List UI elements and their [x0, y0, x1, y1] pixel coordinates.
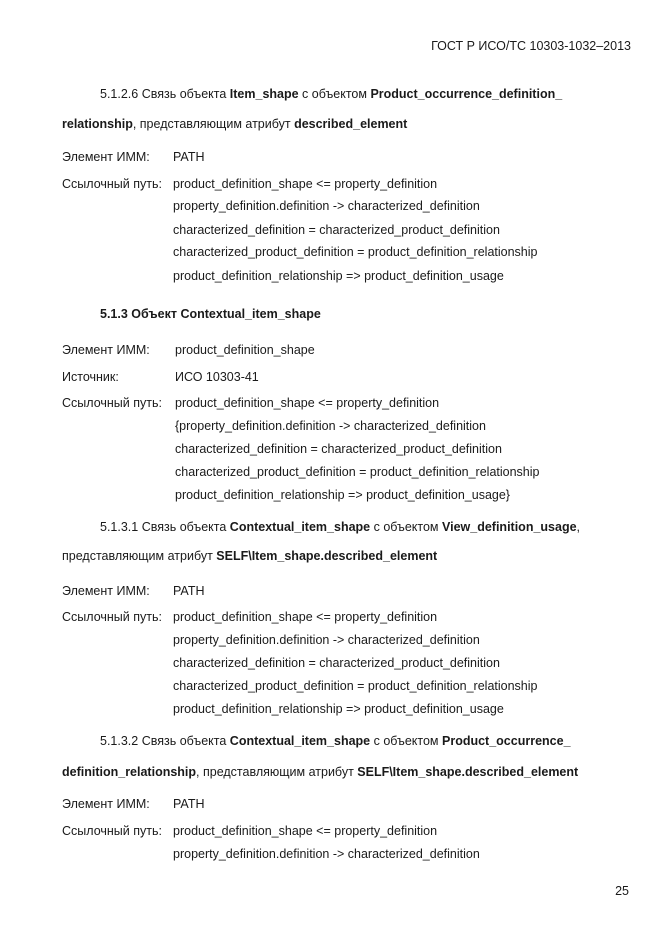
elem-value: product_definition_shape [175, 343, 315, 357]
ref-line: product_definition_relationship => product_definition_usage [173, 269, 504, 283]
elem-value: PATH [173, 797, 205, 811]
ref-line: product_definition_shape <= property_definition [173, 824, 438, 838]
section-title-5-1-3-2 [100, 733, 571, 749]
text: 5.1.3.1 Связь объекта [100, 520, 230, 534]
section-heading-5-1-3: 5.1.3 Объект Contextual_item_shape [100, 307, 321, 321]
ref-line: characterized_product_definition = product_definition_relationship [173, 679, 538, 693]
entity-name: definition_relationship [62, 765, 197, 779]
ref-label: Ссылочный путь: [62, 177, 162, 191]
text: с объектом [298, 87, 371, 101]
ref-line: property_definition.definition -> characterized_definition [173, 633, 480, 647]
section-title-5-1-3-2-cont [62, 764, 578, 780]
text: , представляющим атрибут [196, 765, 358, 779]
ref-line: characterized_definition = characterized_product_definition [173, 656, 500, 670]
ref-line: property_definition.definition -> characterized_definition [173, 847, 480, 861]
ref-label: Ссылочный путь: [62, 396, 162, 410]
ref-line: characterized_definition = characterized_product_definition [175, 442, 502, 456]
entity-name: Item_shape [229, 87, 299, 101]
ref-line: product_definition_shape <= property_definition [173, 610, 438, 624]
entity-name: relationship [62, 117, 133, 131]
page-number: 25 [615, 884, 629, 898]
elem-label: Элемент ИММ: [62, 150, 150, 164]
attribute-name: SELF\Item_shape.described_element [357, 765, 579, 779]
elem-value: PATH [173, 584, 205, 598]
ref-line: characterized_definition = characterized_product_definition [173, 223, 500, 237]
ref-line: product_definition_shape <= property_definition [175, 396, 440, 410]
text: представляющим атрибут [62, 549, 217, 563]
attribute-name: SELF\Item_shape.described_element [216, 549, 438, 563]
entity-name: Contextual_item_shape [229, 520, 371, 534]
entity-name: Product_occurrence_definition_ [370, 87, 563, 101]
text: с объектом [370, 520, 442, 534]
text: , [576, 520, 581, 534]
ref-line: property_definition.definition -> characterized_definition [173, 199, 480, 213]
text: с объектом [370, 734, 442, 748]
elem-label: Элемент ИММ: [62, 584, 150, 598]
ref-line: characterized_product_definition = product_definition_relationship [175, 465, 540, 479]
text: , представляющим атрибут [132, 117, 295, 131]
ref-line: product_definition_relationship => product_definition_usage [173, 702, 504, 716]
ref-line: product_definition_relationship => product_definition_usage} [175, 488, 510, 502]
text: 5.1.2.6 Связь объекта [100, 87, 230, 101]
attribute-name: described_element [294, 117, 408, 131]
ref-line: characterized_product_definition = product_definition_relationship [173, 245, 538, 259]
section-title-5-1-2-6-cont [62, 116, 407, 132]
entity-name: View_definition_usage [442, 520, 577, 534]
entity-name: Contextual_item_shape [229, 734, 371, 748]
ref-line: product_definition_shape <= property_definition [173, 177, 438, 191]
ref-label: Ссылочный путь: [62, 824, 162, 838]
source-value: ИСО 10303-41 [175, 370, 259, 384]
ref-line: {property_definition.definition -> characterized_definition [175, 419, 486, 433]
section-title-5-1-3-1 [100, 519, 580, 535]
source-label: Источник: [62, 370, 119, 384]
elem-label: Элемент ИММ: [62, 343, 150, 357]
section-title-5-1-3-1-cont [62, 548, 437, 564]
ref-label: Ссылочный путь: [62, 610, 162, 624]
entity-name: Product_occurrence_ [442, 734, 571, 748]
page-header: ГОСТ Р ИСО/ТС 10303-1032–2013 [431, 39, 631, 53]
section-title-5-1-2-6 [100, 86, 562, 102]
elem-value: PATH [173, 150, 205, 164]
elem-label: Элемент ИММ: [62, 797, 150, 811]
text: 5.1.3.2 Связь объекта [100, 734, 230, 748]
